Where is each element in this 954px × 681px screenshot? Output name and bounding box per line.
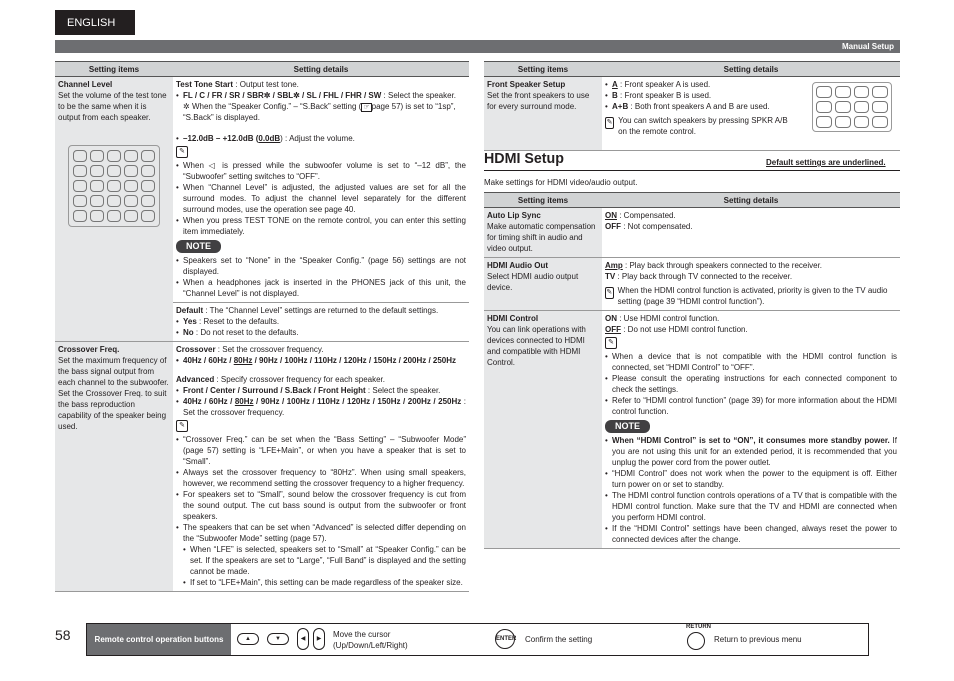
on-text: : Use HDMI control function. bbox=[617, 314, 720, 323]
item-desc: Select HDMI audio output device. bbox=[487, 272, 579, 292]
default-label: Default bbox=[176, 306, 204, 315]
list-item: • If the “HDMI Control” settings have been changed, always reset the power to connected devices after the change. bbox=[612, 523, 897, 545]
details-cell bbox=[602, 311, 900, 549]
right-button-icon: ▶ bbox=[313, 628, 325, 650]
on-text: : Compensated. bbox=[617, 211, 676, 220]
list-item: • “Crossover Freq.” can be set when the “Bass Setting” – “Subwoofer Mode” (page 57) setting is “LFE+Main”, or when you have a speaker that is set to “Small”. bbox=[183, 434, 466, 467]
pencil-tip-icon: ✎ bbox=[605, 287, 614, 299]
amp-text: : Play back through speakers connected to the receiver. bbox=[622, 261, 823, 270]
divider bbox=[484, 170, 900, 171]
adv-speakers-text: : Select the speaker. bbox=[365, 386, 441, 395]
table-row bbox=[484, 258, 900, 311]
item-cell bbox=[484, 208, 602, 258]
tv-label: TV bbox=[605, 272, 616, 281]
test-tone-label: Test Tone Start bbox=[176, 80, 234, 89]
option-a-label: A bbox=[612, 80, 618, 89]
item-title: Channel Level bbox=[58, 80, 113, 89]
adv-freqs-default: 80Hz bbox=[234, 397, 254, 406]
section-title: Manual Setup bbox=[841, 42, 894, 51]
default-note: Default settings are underlined. bbox=[766, 158, 886, 167]
item-cell bbox=[484, 77, 602, 151]
adv-freqs-b: / 90Hz / 100Hz / 110Hz / 120Hz / 150Hz / 200Hz / 250Hz bbox=[253, 397, 462, 406]
note-bold: When “HDMI Control” is set to “ON”, it consumes more standby power. bbox=[612, 436, 890, 445]
off-text: : Do not use HDMI control function. bbox=[621, 325, 748, 334]
item-desc: Set the volume of the test tone to be the same when it is output from each speaker. bbox=[58, 91, 167, 122]
list-item: • Refer to “HDMI control function” (page 39) for more information about the HDMI control function. bbox=[612, 395, 897, 417]
pencil-tip-icon: ✎ bbox=[605, 117, 614, 129]
audio-out-tip: When the HDMI control function is activated, priority is given to the TV audio setting (page 39 “HDMI control function”). bbox=[617, 286, 888, 306]
list-item: • Please consult the operating instructions for each connected component to check the settings. bbox=[612, 373, 897, 395]
down-button-icon: ▼ bbox=[267, 633, 289, 645]
hdmi-setup-heading: HDMI Setup bbox=[484, 150, 564, 167]
item-cell bbox=[55, 77, 173, 342]
list-item: • Always set the crossover frequency to “80Hz”. When using small speakers, however, we recommend setting the crossover frequency to a higher frequency. bbox=[183, 467, 466, 489]
list-item: • For speakers set to “Small”, sound below the crossover frequency is cut from the sound output. The cut bass sound is output from the subwoofer or front speakers. bbox=[183, 489, 466, 522]
freqs-default: 80Hz bbox=[233, 356, 253, 365]
list-item: • The speakers that can be set when “Advanced” is selected differ depending on the “Subwoofer Mode” setting (page 57). bbox=[183, 522, 466, 544]
enter-button-icon: ENTER bbox=[495, 629, 515, 649]
language-tab bbox=[55, 10, 135, 35]
page-number: 58 bbox=[55, 627, 71, 643]
on-label: ON bbox=[605, 314, 617, 323]
off-label: OFF bbox=[605, 222, 621, 231]
remote-control-footer bbox=[86, 623, 869, 656]
adv-freqs-text: : Set the crossover frequency. bbox=[183, 397, 467, 417]
return-label: RETURN bbox=[686, 624, 711, 630]
speaker-text: : Select the speaker. bbox=[381, 91, 457, 100]
off-label: OFF bbox=[605, 325, 621, 334]
option-b-text: : Front speaker B is used. bbox=[617, 91, 712, 100]
option-b-label: B bbox=[612, 91, 618, 100]
item-desc: Set the maximum frequency of the bass signal output from each channel to the subwoofer. Set the Crossover Freq. to suit the bass reproduction capability of the speaker being used. bbox=[58, 356, 169, 431]
return-text: Return to previous menu bbox=[714, 635, 802, 644]
note-badge: NOTE bbox=[605, 420, 650, 433]
list-item: • When a headphones jack is inserted in the PHONES jack of this unit, the “Channel Level” is not displayed. bbox=[183, 277, 466, 299]
item-desc: Make automatic compensation for timing shift in audio and video output. bbox=[487, 222, 596, 253]
table-row bbox=[484, 208, 900, 258]
list-item: • The HDMI control function controls operations of a TV that is compatible with the HDMI control function. Make sure that the TV and HDMI are connected when you perform HDMI control. bbox=[612, 490, 897, 523]
language-label: ENGLISH bbox=[67, 17, 116, 29]
range-label: –12.0dB – +12.0dB ( bbox=[183, 134, 259, 143]
list-item: • When “LFE” is selected, speakers set to “Small” at “Speaker Config.” can be set. If the speakers are set to “Large”, “Full Band” is displayed and the setting cannot be made. bbox=[190, 544, 466, 577]
yes-label: Yes bbox=[183, 317, 197, 326]
list-item: • If set to “LFE+Main”, this setting can be made regardless of the speaker size. bbox=[190, 577, 466, 588]
details-cell bbox=[602, 208, 900, 258]
left-button-icon: ◀ bbox=[297, 628, 309, 650]
list-item: • When ◁ is pressed while the subwoofer volume is set to “–12 dB”, the “Subwoofer” setting switches to “OFF”. bbox=[183, 160, 466, 182]
up-button-icon: ▲ bbox=[237, 633, 259, 645]
front-speaker-tip: You can switch speakers by pressing SPKR A/B on the remote control. bbox=[618, 116, 788, 136]
section-bar bbox=[55, 40, 900, 53]
item-cell bbox=[484, 311, 602, 549]
item-cell bbox=[484, 258, 602, 311]
advanced-label: Advanced bbox=[176, 375, 215, 384]
page-ref-icon: ☞ bbox=[363, 104, 370, 111]
item-title: HDMI Audio Out bbox=[487, 261, 549, 270]
adv-speakers: Front / Center / Surround / S.Back / Front Height bbox=[183, 386, 366, 395]
pencil-tip-icon: ✎ bbox=[605, 337, 617, 349]
item-cell bbox=[55, 342, 173, 592]
option-ab-text: : Both front speakers A and B are used. bbox=[628, 102, 770, 111]
freqs-b: / 90Hz / 100Hz / 110Hz / 120Hz / 150Hz / 200Hz / 250Hz bbox=[252, 356, 457, 365]
yes-text: : Reset to the defaults. bbox=[196, 317, 280, 326]
list-item: • When you press TEST TONE on the remote control, you can enter this setting item immediately. bbox=[183, 215, 466, 237]
remote-control-icon bbox=[812, 82, 892, 132]
amp-label: Amp bbox=[605, 261, 623, 270]
note-bold-rest: If you are not using this unit for an extended period, it is recommended that you unplug the power cord from the power outlet. bbox=[612, 436, 898, 467]
note-badge: NOTE bbox=[176, 240, 221, 253]
pencil-tip-icon: ✎ bbox=[176, 420, 188, 432]
range-default: 0.0dB bbox=[258, 134, 281, 143]
on-label: ON bbox=[605, 211, 617, 220]
crossover-text: : Set the crossover frequency. bbox=[215, 345, 324, 354]
col-header-details: Setting details bbox=[173, 62, 469, 77]
remote-control-icon bbox=[68, 145, 160, 227]
list-item: • Speakers set to “None” in the “Speaker Config.” (page 56) settings are not displayed. bbox=[183, 255, 466, 277]
item-desc: Set the front speakers to use for every surround mode. bbox=[487, 91, 590, 111]
table-row bbox=[55, 77, 469, 342]
col-header-details: Setting details bbox=[602, 62, 900, 77]
pencil-tip-icon: ✎ bbox=[176, 146, 188, 158]
col-header-items: Setting items bbox=[484, 193, 602, 208]
table-row bbox=[484, 77, 900, 151]
col-header-items: Setting items bbox=[484, 62, 602, 77]
col-header-details: Setting details bbox=[602, 193, 900, 208]
list-item: • “HDMI Control” does not work when the power to the equipment is off. Either turn power on or set to standby. bbox=[612, 468, 897, 490]
tv-text: : Play back through TV connected to the receiver. bbox=[615, 272, 793, 281]
return-button-icon bbox=[687, 632, 705, 650]
no-label: No bbox=[183, 328, 194, 337]
enter-text: Confirm the setting bbox=[525, 635, 593, 644]
footer-label: Remote control operation buttons bbox=[87, 624, 231, 655]
option-ab-label: A+B bbox=[612, 102, 629, 111]
item-title: HDMI Control bbox=[487, 314, 539, 323]
adv-freqs-a: 40Hz / 60Hz / bbox=[183, 397, 235, 406]
item-title: Crossover Freq. bbox=[58, 345, 120, 354]
details-cell: Test Tone Start : Output test tone. • FL / C / FR / SR / SBR✲ / SBL✲ / SL / FHL / FHR / SW : Select the speaker. ✲ When the “Speaker Config.” – “S.Back” setting ( ☞ page 57) is set to “1sp”, “S.Back” is displayed. • –12.0dB – +12.0dB (0.0dB) : Adjust the volume. ✎ • When ◁ is pressed while the subwoofer volume is set to “–12 dB”, the “Subwoofer” setting switches to “OFF”. • When “Channel Level” is adjusted, the adjusted values are set for all the surround modes. To adjust the channel level separately for the different surround modes, use the operation see page 40. • When you press TEST TONE on the remote control, you can enter this setting item immediately. NOTE • Speakers set to “None” in the “Speaker Config.” (page 56) settings are not displayed. • When a headphones jack is inserted in the PHONES jack of this unit, the “Channel Level” is not displayed. Default : The “Channel Level” settings are returned to the default settings. • Yes : Reset to the defaults. • No : Do not reset to the defaults. bbox=[173, 77, 469, 342]
list-item bbox=[612, 435, 897, 468]
speaker-list: FL / C / FR / SR / SBR✲ / SBL✲ / SL / FHL / FHR / SW bbox=[183, 91, 382, 100]
test-tone-text: : Output test tone. bbox=[233, 80, 299, 89]
details-cell bbox=[173, 342, 469, 592]
off-text: : Not compensated. bbox=[621, 222, 693, 231]
details-cell bbox=[602, 258, 900, 311]
col-header-items: Setting items bbox=[55, 62, 173, 77]
freqs-a: 40Hz / 60Hz / bbox=[183, 356, 234, 365]
move-text: Move the cursor (Up/Down/Left/Right) bbox=[333, 630, 408, 650]
list-item: • When a device that is not compatible with the HDMI control function is connected, set “HDMI Control” to “OFF”. bbox=[612, 351, 897, 373]
hdmi-intro: Make settings for HDMI video/audio output. bbox=[484, 178, 638, 187]
table-row bbox=[55, 342, 469, 592]
advanced-text: : Specify crossover frequency for each speaker. bbox=[214, 375, 385, 384]
crossover-label: Crossover bbox=[176, 345, 216, 354]
item-title: Front Speaker Setup bbox=[487, 80, 566, 89]
no-text: : Do not reset to the defaults. bbox=[193, 328, 299, 337]
option-a-text: : Front speaker A is used. bbox=[617, 80, 711, 89]
asterisk-note-2: page 57) is set to “1sp”, “S.Back” is displayed. bbox=[183, 102, 456, 122]
details-cell bbox=[602, 77, 900, 151]
list-item: • When “Channel Level” is adjusted, the adjusted values are set for all the surround modes. To adjust the channel level separately for the different surround modes, use the operation see page 40. bbox=[183, 182, 466, 215]
hdmi-settings-table bbox=[484, 192, 900, 549]
default-text: : The “Channel Level” settings are returned to the default settings. bbox=[203, 306, 439, 315]
asterisk-note: When the “Speaker Config.” – “S.Back” setting ( bbox=[191, 102, 362, 111]
left-settings-table bbox=[55, 61, 469, 592]
item-desc: You can link operations with devices connected to HDMI and compatible with HDMI Control. bbox=[487, 325, 586, 367]
item-title: Auto Lip Sync bbox=[487, 211, 541, 220]
front-speaker-table bbox=[484, 61, 900, 151]
range-text: ) : Adjust the volume. bbox=[280, 134, 355, 143]
table-row bbox=[484, 311, 900, 549]
